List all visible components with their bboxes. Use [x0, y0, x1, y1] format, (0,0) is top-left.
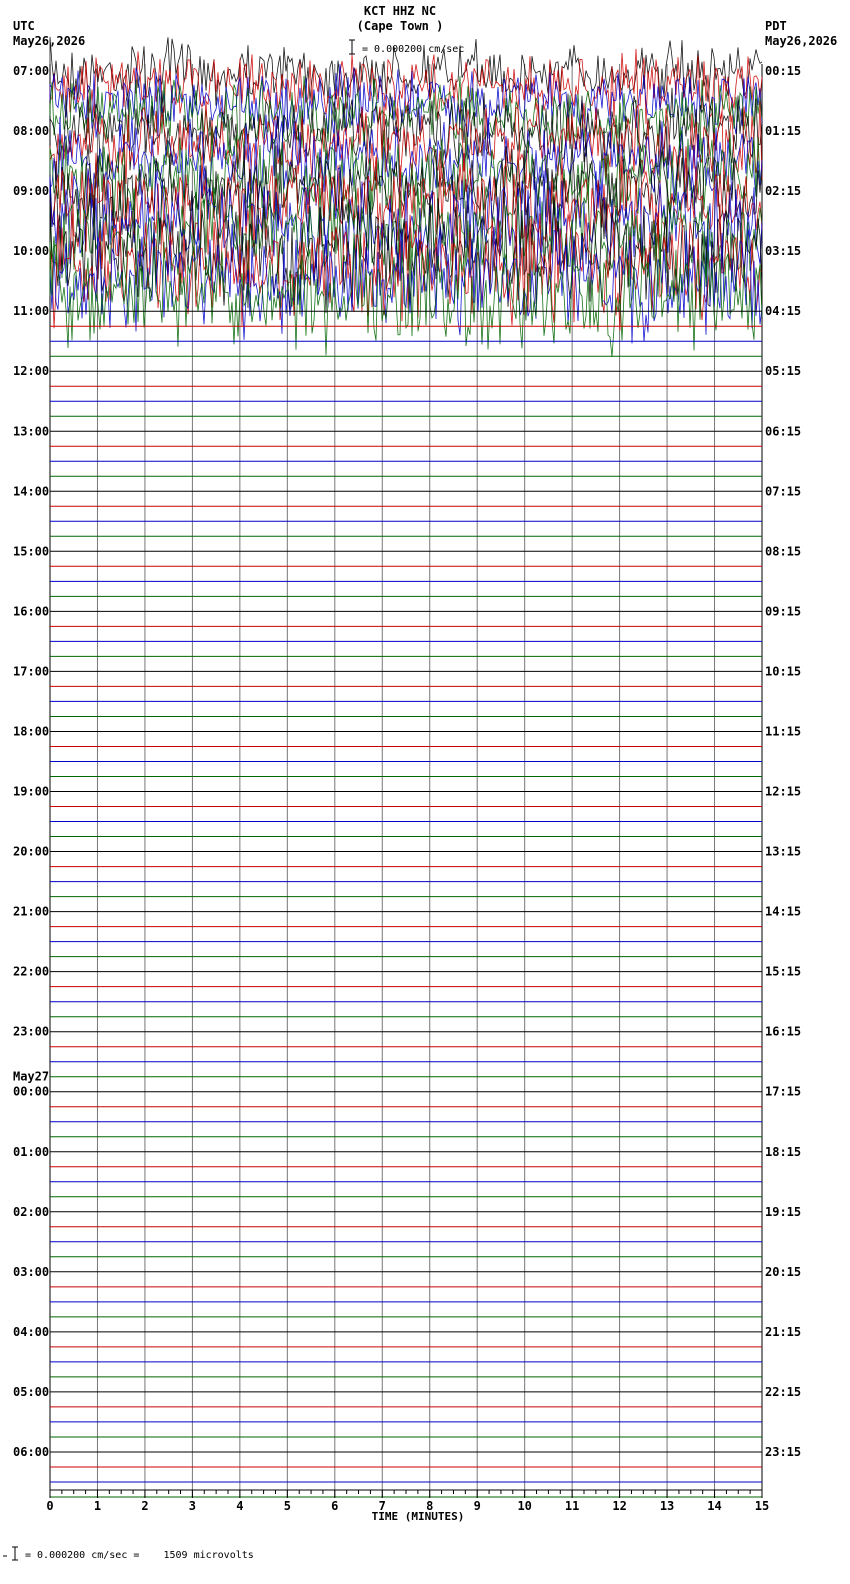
- utc-hour-label: 13:00: [13, 424, 50, 439]
- footer-scale-label: = 0.000200 cm/sec = 1509 microvolts: [25, 1550, 254, 1561]
- pdt-hour-label: 13:15: [765, 844, 802, 859]
- pdt-hour-label: 03:15: [765, 244, 802, 259]
- pdt-hour-label: 02:15: [765, 184, 802, 199]
- pdt-hour-label: 00:15: [765, 64, 802, 78]
- utc-hour-label: 03:00: [13, 1264, 50, 1279]
- scale-label: = 0.000200 cm/sec: [362, 44, 465, 55]
- utc-hour-label: 12:00: [13, 364, 50, 379]
- left-timezone: UTC: [13, 19, 35, 33]
- pdt-hour-label: 10:15: [765, 664, 802, 679]
- utc-hour-label: 05:00: [13, 1384, 50, 1399]
- utc-hour-label: 06:00: [13, 1445, 50, 1459]
- utc-hour-label: 14:00: [13, 484, 50, 499]
- pdt-hour-label: 17:15: [765, 1084, 802, 1099]
- x-tick-label: 13: [659, 1499, 675, 1513]
- station-title: KCT HHZ NC: [363, 4, 437, 18]
- x-tick-label: 15: [754, 1499, 770, 1513]
- utc-hour-label: 18:00: [13, 724, 50, 739]
- x-tick-label: 12: [612, 1499, 627, 1513]
- pdt-hour-label: 01:15: [765, 124, 802, 138]
- pdt-hour-label: 08:15: [765, 544, 802, 559]
- trace-group: [50, 37, 762, 1497]
- utc-hour-label: 16:00: [13, 604, 50, 619]
- utc-hour-label: 01:00: [13, 1144, 50, 1159]
- pdt-hour-label: 23:15: [765, 1445, 802, 1459]
- pdt-hour-label: 12:15: [765, 784, 802, 799]
- x-tick-label: 6: [331, 1499, 339, 1513]
- x-tick-label: 11: [564, 1499, 580, 1513]
- utc-hour-label: 22:00: [13, 964, 50, 979]
- utc-hour-label: 09:00: [13, 184, 50, 199]
- utc-hour-label: 07:00: [13, 64, 50, 78]
- utc-hour-label: 17:00: [13, 664, 50, 679]
- station-location: (Cape Town ): [356, 19, 444, 33]
- utc-hour-label: 02:00: [13, 1204, 50, 1219]
- left-date: May26,2026: [13, 34, 86, 48]
- pdt-hour-label: 14:15: [765, 904, 802, 919]
- pdt-hour-label: 22:15: [765, 1384, 802, 1399]
- pdt-hour-label: 20:15: [765, 1264, 802, 1279]
- x-tick-label: 9: [473, 1499, 481, 1513]
- pdt-hour-label: 18:15: [765, 1144, 802, 1159]
- x-tick-label: 1: [93, 1499, 102, 1513]
- pdt-hour-label: 16:15: [765, 1024, 802, 1039]
- x-tick-label: 7: [378, 1499, 386, 1513]
- x-tick-label: 14: [707, 1499, 722, 1513]
- right-timezone: PDT: [765, 19, 787, 33]
- utc-hour-label: 11:00: [13, 304, 50, 319]
- x-tick-label: 10: [517, 1499, 532, 1513]
- utc-hour-label: 19:00: [13, 784, 50, 799]
- date-change-label: May27: [13, 1069, 50, 1084]
- utc-hour-label: 04:00: [13, 1324, 50, 1339]
- x-tick-label: 0: [46, 1499, 54, 1513]
- pdt-hour-label: 04:15: [765, 304, 802, 319]
- scale-bar-icon: [349, 40, 355, 54]
- footer-scale-bar-icon: [3, 1547, 18, 1560]
- utc-hour-label: 20:00: [13, 844, 50, 859]
- pdt-hour-label: 06:15: [765, 424, 802, 439]
- utc-hour-label: 10:00: [13, 244, 50, 259]
- right-date: May26,2026: [765, 34, 838, 48]
- utc-hour-label: 00:00: [13, 1084, 50, 1099]
- utc-hour-label: 21:00: [13, 904, 50, 919]
- pdt-hour-label: 21:15: [765, 1324, 802, 1339]
- utc-hour-label: 23:00: [13, 1024, 50, 1039]
- x-tick-label: 5: [283, 1499, 291, 1513]
- pdt-hour-label: 15:15: [765, 964, 802, 979]
- pdt-hour-label: 07:15: [765, 484, 802, 499]
- utc-hour-label: 08:00: [13, 124, 50, 138]
- x-tick-label: 2: [141, 1499, 149, 1513]
- pdt-hour-label: 19:15: [765, 1204, 802, 1219]
- pdt-hour-label: 09:15: [765, 604, 802, 619]
- pdt-hour-label: 05:15: [765, 364, 802, 379]
- x-tick-label: 8: [426, 1499, 434, 1513]
- utc-hour-label: 15:00: [13, 544, 50, 559]
- x-axis-title: TIME (MINUTES): [371, 1510, 465, 1523]
- x-tick-label: 4: [236, 1499, 244, 1513]
- x-tick-label: 3: [188, 1499, 197, 1513]
- pdt-hour-label: 11:15: [765, 724, 802, 739]
